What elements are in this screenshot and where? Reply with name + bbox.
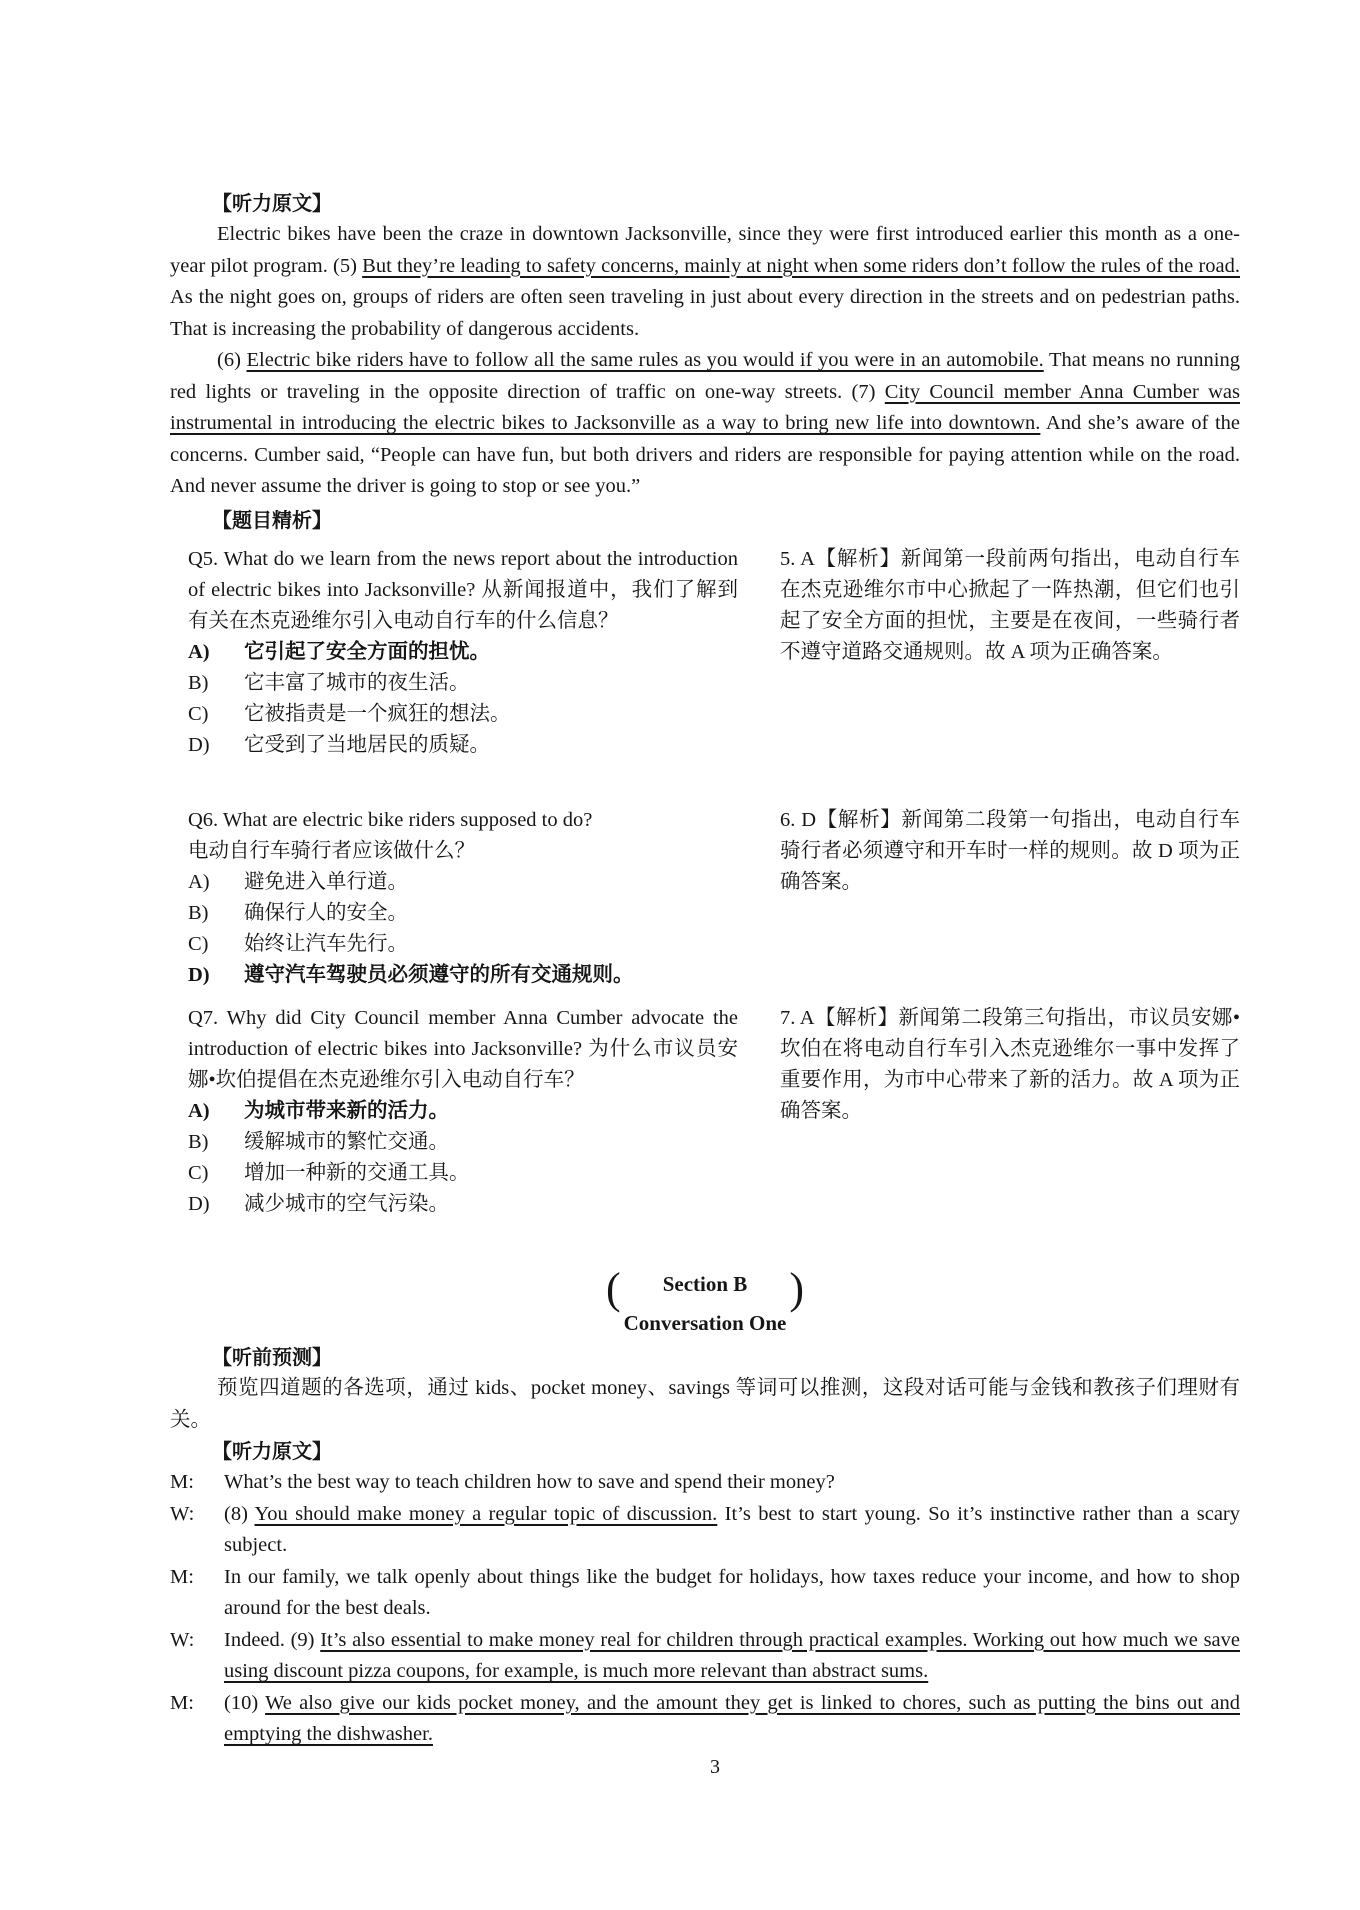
dialogue-underlined: It’s also essential to make money real for children through practical examples. Working out how much we save using discount pizza coupons, for example, is much more relevant than abstract sums. (224, 1628, 1240, 1682)
dialogue-plain: In our family, we talk openly about things like the budget for holidays, how taxes reduce your income, and how to shop around for the best deals. (224, 1565, 1240, 1619)
option-letter: C) (188, 933, 209, 955)
question-column (188, 544, 738, 761)
option-text: 为城市带来新的活力。 (244, 1100, 449, 1122)
dialogue-text (224, 1467, 1240, 1499)
answer-explanation: 7. A【解析】新闻第二段第三句指出，市议员安娜•坎伯在将电动自行车引入杰克逊维尔一事中发挥了重要作用，为市中心带来了新的活力。故 A 项为正确答案。 (780, 1007, 1240, 1122)
option-text: 增加一种新的交通工具。 (244, 1162, 470, 1184)
transcript-text: (6) (217, 349, 247, 371)
listening-heading-2: 【听力原文】 (212, 1439, 332, 1463)
speaker: M: (170, 1471, 194, 1493)
question-stem: Q5. What do we learn from the news report about the introduction of electric bikes into Jacksonville? 从新闻报道中，我们了解到有关在杰克逊维尔引入电动自行车的什么信息？ (188, 548, 738, 632)
dialogue-plain: (10) (224, 1691, 266, 1714)
dialogue-line (170, 1562, 1240, 1625)
option-letter: D) (188, 964, 210, 986)
option (188, 929, 738, 960)
option (188, 730, 738, 761)
page-number: 3 (710, 1756, 720, 1778)
question-stem: Q7. Why did City Council member Anna Cumber advocate the introduction of electric bikes into Jacksonville? 为什么市议员安娜•坎伯提倡在杰克逊维尔引入电动自行车？ (188, 1007, 738, 1091)
speaker: W: (170, 1628, 195, 1651)
transcript-passage (170, 219, 1240, 503)
dialogue-line (170, 1499, 1240, 1562)
question-block-6 (188, 805, 1240, 991)
option-text: 它受到了当地居民的质疑。 (244, 734, 490, 756)
option-text: 减少城市的空气污染。 (244, 1193, 449, 1215)
transcript-underlined: City Council member Anna Cumber was instrumental in introducing the electric bikes to Jacksonville as a way to bring new life into downtown. (170, 380, 1241, 434)
option-text: 始终让汽车先行。 (244, 933, 408, 955)
option-letter: B) (188, 672, 209, 694)
option-text: 它丰富了城市的夜生活。 (244, 672, 470, 694)
transcript-underlined: But they’re leading to safety concerns, mainly at night when some riders don’t follow the rules of the road. (362, 254, 1240, 277)
transcript-text: As the night goes on, groups of riders are often seen traveling in just about every direction in the streets and on pedestrian paths. That is increasing the probability of dangerous accidents. (170, 286, 1240, 340)
dialogue-underlined: We also give our kids pocket money, and the amount they get is linked to chores, such as putting the bins out and emptying the dishwasher. (224, 1691, 1240, 1745)
section-title: Section B (662, 1272, 748, 1296)
option-text: 缓解城市的繁忙交通。 (244, 1131, 449, 1153)
left-bracket: ( (606, 1264, 621, 1313)
option-letter: D) (188, 1193, 210, 1215)
transcript-text: And she’s aware of the concerns. Cumber said, “People can have fun, but both drivers and riders are responsible for paying attention while on the road. And never assume the driver is going to stop or see you.” (170, 412, 1240, 497)
transcript-underlined: Electric bike riders have to follow all the same rules as you would if you were in an automobile. (246, 349, 1044, 371)
option (188, 637, 738, 668)
answer-explanation: 6. D【解析】新闻第二段第一句指出，电动自行车骑行者必须遵守和开车时一样的规则。故 D 项为正确答案。 (780, 809, 1240, 893)
option-text: 遵守汽车驾驶员必须遵守的所有交通规则。 (244, 964, 634, 986)
dialogue-plain: (8) (224, 1502, 255, 1525)
prelisten-heading: 【听前预测】 (212, 1345, 332, 1369)
speaker: M: (170, 1565, 194, 1588)
option (188, 898, 738, 929)
listening-heading: 【听力原文】 (212, 191, 332, 215)
prelisten-text: 预览四道题的各选项，通过 kids、pocket money、savings 等词可以推测，这段对话可能与金钱和教孩子们理财有关。 (170, 1377, 1240, 1431)
transcript-text: Electric bikes have been the craze in downtown Jacksonville, since they were first introduced earlier this month as a one-year pilot program. (5) (170, 223, 1240, 277)
option-text: 确保行人的安全。 (244, 902, 408, 924)
option (188, 668, 738, 699)
dialogue-line (170, 1467, 1240, 1499)
dialogue-text (224, 1562, 1240, 1625)
speaker: W: (170, 1502, 195, 1525)
option-letter: D) (188, 734, 210, 756)
option-letter: A) (188, 1100, 210, 1122)
option-letter: B) (188, 1131, 209, 1153)
question-block-5 (188, 544, 1240, 761)
dialogue-underlined: You should make money a regular topic of discussion. (254, 1502, 718, 1525)
right-bracket: ) (789, 1264, 804, 1313)
option (188, 867, 738, 898)
speaker: M: (170, 1691, 194, 1714)
dialogue-text (224, 1688, 1240, 1751)
dialogue-plain: Indeed. (9) (224, 1628, 321, 1651)
option-letter: C) (188, 1162, 209, 1184)
option (188, 1096, 738, 1127)
transcript-paragraph-2 (170, 345, 1240, 503)
transcript-text: That means no running red lights or traveling in the opposite direction of traffic on one-way streets. (7) (170, 349, 1241, 403)
analysis-heading: 【题目精析】 (212, 508, 332, 532)
option-letter: B) (188, 902, 209, 924)
option-text: 它引起了安全方面的担忧。 (244, 641, 490, 663)
dialogue-line (170, 1625, 1240, 1688)
question-block-7 (188, 1003, 1240, 1220)
dialogue-plain: What’s the best way to teach children how to save and spend their money? (224, 1471, 835, 1493)
question-stem: Q6. What are electric bike riders supposed to do? 电动自行车骑行者应该做什么？ (188, 809, 593, 862)
question-column (188, 805, 738, 991)
option-letter: A) (188, 871, 210, 893)
option-letter: A) (188, 641, 210, 663)
dialogue (170, 1467, 1240, 1751)
transcript-paragraph-1 (170, 219, 1240, 345)
dialogue-plain: It’s best to start young. So it’s instinctive rather than a scary subject. (224, 1502, 1240, 1556)
option (188, 1158, 738, 1189)
option (188, 960, 738, 991)
option-letter: C) (188, 703, 209, 725)
option (188, 1127, 738, 1158)
option-text: 避免进入单行道。 (244, 871, 408, 893)
section-subtitle: Conversation One (623, 1311, 787, 1335)
dialogue-line (170, 1688, 1240, 1751)
option (188, 699, 738, 730)
dialogue-text (224, 1499, 1240, 1562)
option (188, 1189, 738, 1220)
section-heading (590, 1264, 820, 1313)
answer-explanation: 5. A【解析】新闻第一段前两句指出，电动自行车在杰克逊维尔市中心掀起了一阵热潮，但它们也引起了安全方面的担忧，主要是在夜间，一些骑行者不遵守道路交通规则。故 A 项为正确答案。 (780, 548, 1240, 663)
dialogue-text (224, 1625, 1240, 1688)
question-column (188, 1003, 738, 1220)
option-text: 它被指责是一个疯狂的想法。 (244, 703, 511, 725)
